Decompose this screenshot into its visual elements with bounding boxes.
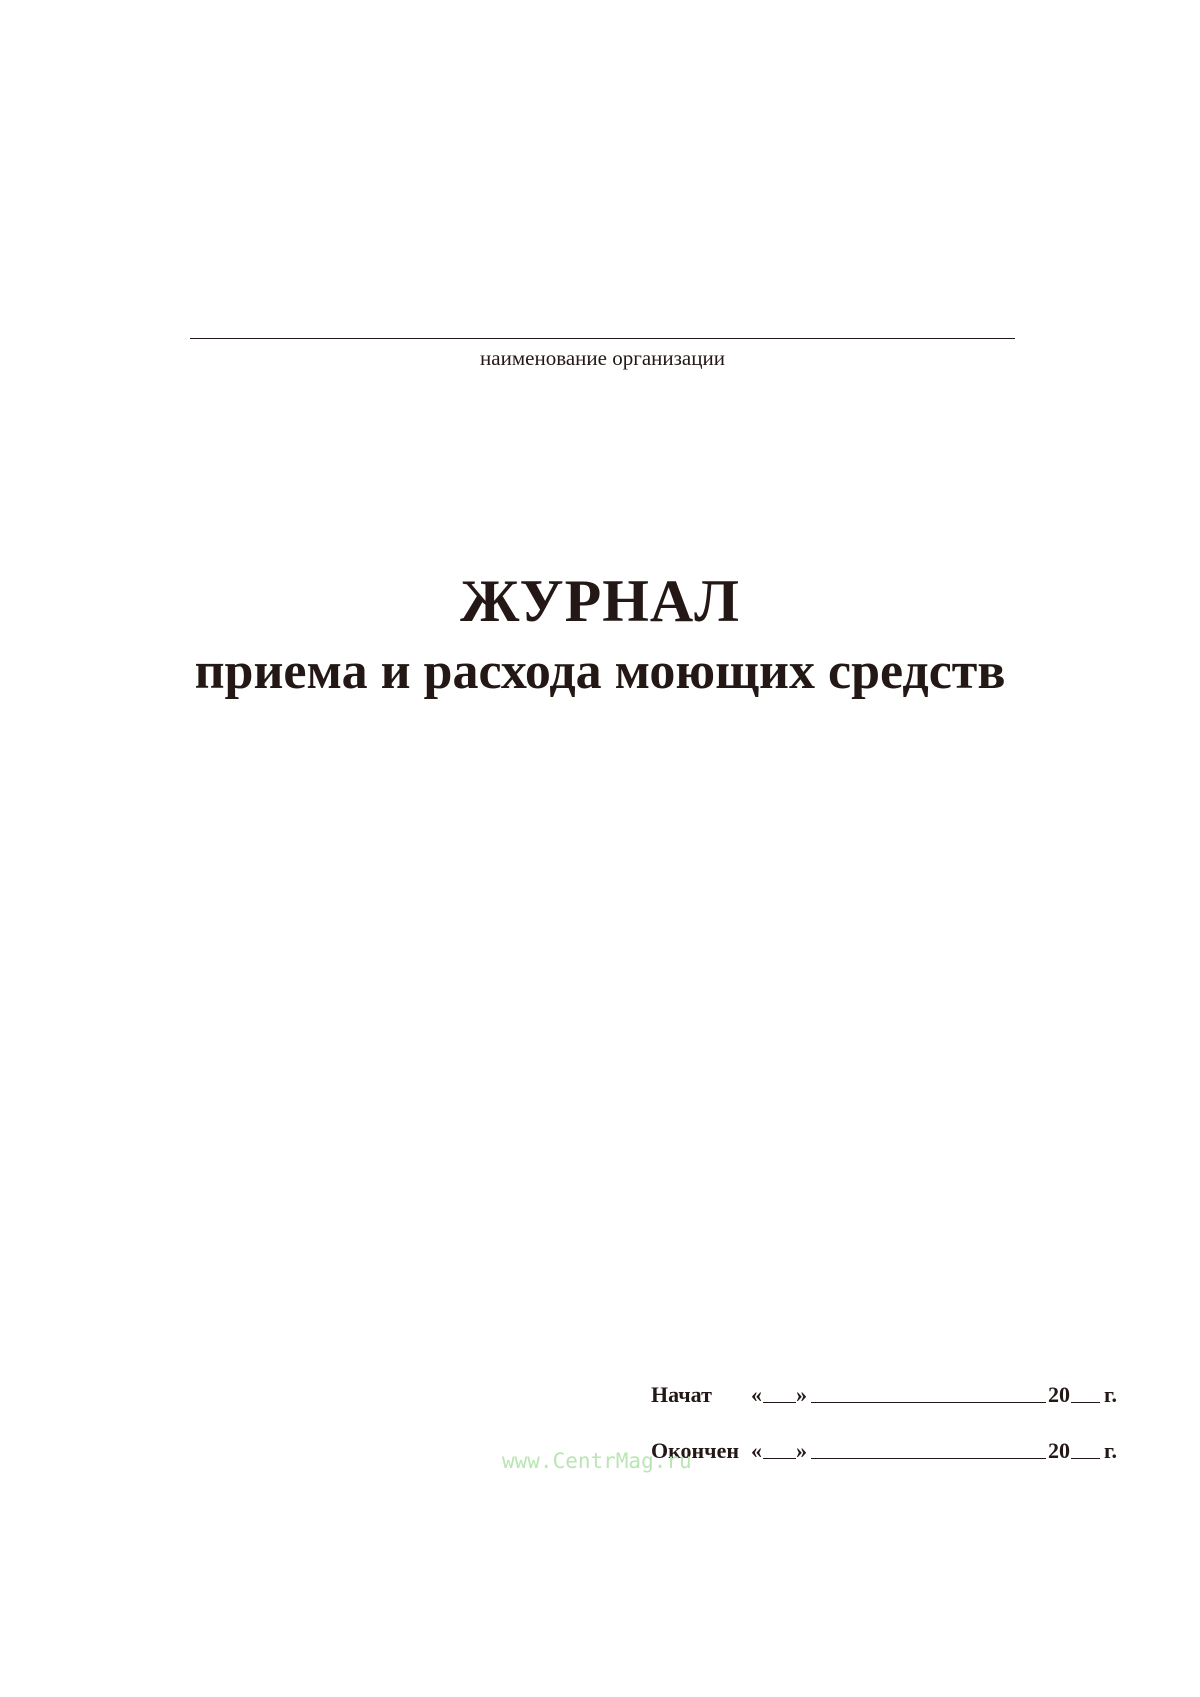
started-close-quote: » [796,1382,807,1407]
journal-title [0,565,1200,707]
watermark-text: www.CentrMag.ru [502,1449,692,1473]
journal-title-main: ЖУРНАЛ [460,568,740,634]
ended-open-quote: « [751,1438,762,1463]
ended-day-blank[interactable] [763,1458,796,1459]
ended-close-quote: » [796,1438,807,1463]
ended-year-blank[interactable] [1071,1458,1100,1459]
started-year-blank[interactable] [1071,1402,1100,1403]
organization-name-line[interactable] [190,338,1015,339]
ended-date-row [651,1434,1121,1468]
started-year-suffix: г. [1104,1382,1118,1407]
ended-year-suffix: г. [1104,1438,1118,1463]
ended-century: 20 [1048,1438,1070,1463]
started-day-blank[interactable] [763,1402,796,1403]
started-century: 20 [1048,1382,1070,1407]
started-month-blank[interactable] [811,1402,1046,1403]
started-date-row [651,1378,1121,1412]
ended-label: Окончен [651,1438,740,1463]
ended-month-blank[interactable] [811,1458,1046,1459]
journal-title-subtitle: приема и расхода моющих средств [194,643,1006,700]
started-label: Начат [651,1382,712,1407]
organization-name-caption: наименование организации [480,346,725,370]
started-open-quote: « [751,1382,762,1407]
